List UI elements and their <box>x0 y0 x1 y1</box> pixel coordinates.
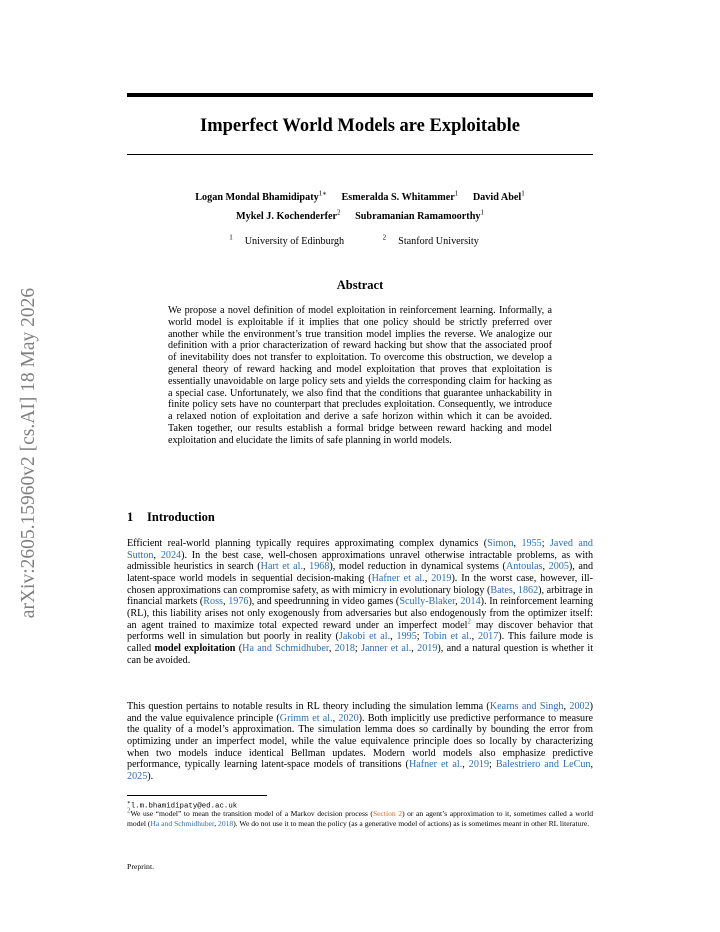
author-1: Logan Mondal Bhamidipaty$^{1∗}$ <box>195 190 327 204</box>
citation-link[interactable]: 1955 <box>521 538 542 549</box>
citation-link[interactable]: Jakobi et al. <box>338 631 391 643</box>
citation-link[interactable]: Antoulas <box>505 561 543 573</box>
affiliations <box>127 231 593 249</box>
preprint-footer: Preprint. <box>127 862 155 871</box>
title-bottom-rule <box>127 154 593 155</box>
author-2: Esmeralda S. Whitammer$^1$ <box>341 190 459 204</box>
citation-link[interactable]: 2019 <box>417 642 438 654</box>
paper-title: Imperfect World Models are Exploitable <box>200 116 520 136</box>
citation-link[interactable]: Javed and Sutton <box>127 538 593 561</box>
arxiv-stamp: arXiv:2605.15960v2 [cs.AI] 18 May 2026 <box>18 287 39 619</box>
citation-link[interactable]: 1995 <box>396 631 417 643</box>
author-list <box>127 187 593 224</box>
citation-link[interactable]: Grimm et al. <box>279 712 333 724</box>
intro-paragraph-1: Efficient real-world planning typically requires approximating complex dynamics (Simon, 1955; Javed and Sutton, 2024). In the best case, well-chosen approximations unravel otherwise intractable problems, as with admissible heuristics in search (Hart et al., 1968), model reduction in dynamical systems (Antoulas, 2005), and latent-space world models in sequential decision-making (Hafner et al., 2019). In the worst case, however, ill-chosen approximations can compromise safety, as with mimicry in evolutionary biology (Bates, 1862), arbitrage in financial markets (Ross, 1976), and speedrunning in video games (Scully-Blaker, 2014). In reinforcement learning (RL), this liability arises not only exogenously from adversaries but also endogenously from the optimizer itself: an agent trained to maximize total expected reward under an imperfect model$^2$ may discover behavior that performs well in simulation but poorly in reality (Jakobi et al., 1995; Tobin et al., 2017). This failure mode is called model exploitation (Ha and Schmidhuber, 2018; Janner et al., 2019), and a natural question is whether it can be avoided. <box>127 538 594 666</box>
affiliation-1: $^1$ University of Edinburgh <box>229 234 345 248</box>
footnote-email: ∗l.m.bhamidipaty@ed.ac.uk <box>127 800 238 811</box>
intro-paragraph-2: This question pertains to notable results in RL theory including the simulation lemma (Kearns and Singh, 2002) and the value equivalence principle (Grimm et al., 2020). Both implicitly use predictive performance to measure the quality of a model’s approximation. The simulation lemma does so cardinally by bounding the error from optimizing under an imperfect model, while the value equivalence principle does so locally by characterizing when two models induce identical Bellman updates. Modern world models also emphasize predictive performance, typically learning latent-space models of transitions (Hafner et al., 2019; Balestriero and LeCun, 2025). <box>127 701 593 782</box>
citation-link[interactable]: 2018 <box>334 642 355 654</box>
bold-term: model exploitation <box>154 642 236 654</box>
citation-link[interactable]: Bates <box>490 584 513 596</box>
citation-link[interactable]: 1968 <box>309 561 330 573</box>
citation-link[interactable]: Janner et al. <box>361 642 412 654</box>
citation-link[interactable]: Ross <box>203 596 223 608</box>
citation-link[interactable]: 2025 <box>127 770 148 782</box>
citation-link[interactable]: 2002 <box>569 701 590 712</box>
footnote-2: 2We use “model” to mean the transition model of a Markov decision process (Section 2) or an agent’s approximation to it, sometimes called a world model (Ha and Schmidhuber, 2018). We do not use it to mean the policy (as a generative model of actions) as is sometimes meant in other RL literature. <box>127 806 593 828</box>
citation-link[interactable]: Balestriero and LeCun <box>495 759 591 771</box>
author-4: Mykel J. Kochenderfer$^2$ <box>236 208 341 222</box>
citation-link[interactable]: 2017 <box>478 631 499 643</box>
citation-link[interactable]: 1862 <box>517 584 539 596</box>
citation-link[interactable]: Simon <box>487 538 514 549</box>
abstract-body: We propose a novel definition of model exploitation in reinforcement learning. Informally, a world model is exploitable if it implies that one policy should be strictly preferred over another while the environment’s true transition model implies the reverse. We analogize our definition with a prior characterization of reward hacking but show that the associated proof of inevitability does not transfer to exploitation. To overcome this obstruction, we develop a general theory of reward hacking and model exploitation that proves that exploitation is essentially unavoidable on large policy sets and yields the corresponding claim for hacking as a special case. Unfortunately, we also find that the conditions that guarantee unhackability in finite policy sets have no counterpart that precludes exploitation. Consequently, we introduce a relaxed notion of exploitation and derive a safe horizon within which it can be avoided. Taken together, our results establish a formal bridge between reward hacking and model exploitation and elucidate the limits of safe planning in world models. <box>168 305 552 446</box>
author-5: Subramanian Ramamoorthy$^1$ <box>355 208 484 222</box>
title-top-rule <box>127 93 593 97</box>
citation-link[interactable]: 2020 <box>338 712 359 724</box>
citation-link[interactable]: Ha and Schmidhuber <box>150 819 215 828</box>
footnote-marker[interactable]: 2 <box>127 806 131 815</box>
citation-link[interactable]: Hart et al. <box>260 561 303 573</box>
citation-link[interactable]: Kearns and Singh <box>489 701 564 712</box>
section-crossref-link[interactable]: Section 2 <box>372 809 403 818</box>
citation-link[interactable]: 1976 <box>228 596 249 608</box>
citation-link[interactable]: Tobin et al. <box>423 631 472 643</box>
affiliation-2: $^2$ Stanford University <box>382 234 479 248</box>
citation-link[interactable]: 2018 <box>218 819 234 828</box>
citation-link[interactable]: Ha and Schmidhuber <box>242 642 329 654</box>
citation-link[interactable]: 2024 <box>160 549 182 561</box>
citation-link[interactable]: 2014 <box>460 596 481 608</box>
section-heading-introduction: 1 Introduction <box>127 510 215 524</box>
footnote-marker[interactable]: 2 <box>467 617 471 626</box>
citation-link[interactable]: Hafner et al. <box>408 759 463 771</box>
footnote-rule <box>127 795 267 796</box>
citation-link[interactable]: 2019 <box>431 572 452 584</box>
citation-link[interactable]: 2019 <box>468 759 490 771</box>
author-3: David Abel$^1$ <box>472 190 525 204</box>
citation-link[interactable]: 2005 <box>548 561 569 573</box>
citation-link[interactable]: Hafner et al. <box>371 572 425 584</box>
citation-link[interactable]: Scully-Blaker <box>399 596 456 608</box>
abstract-heading: Abstract <box>336 278 384 292</box>
